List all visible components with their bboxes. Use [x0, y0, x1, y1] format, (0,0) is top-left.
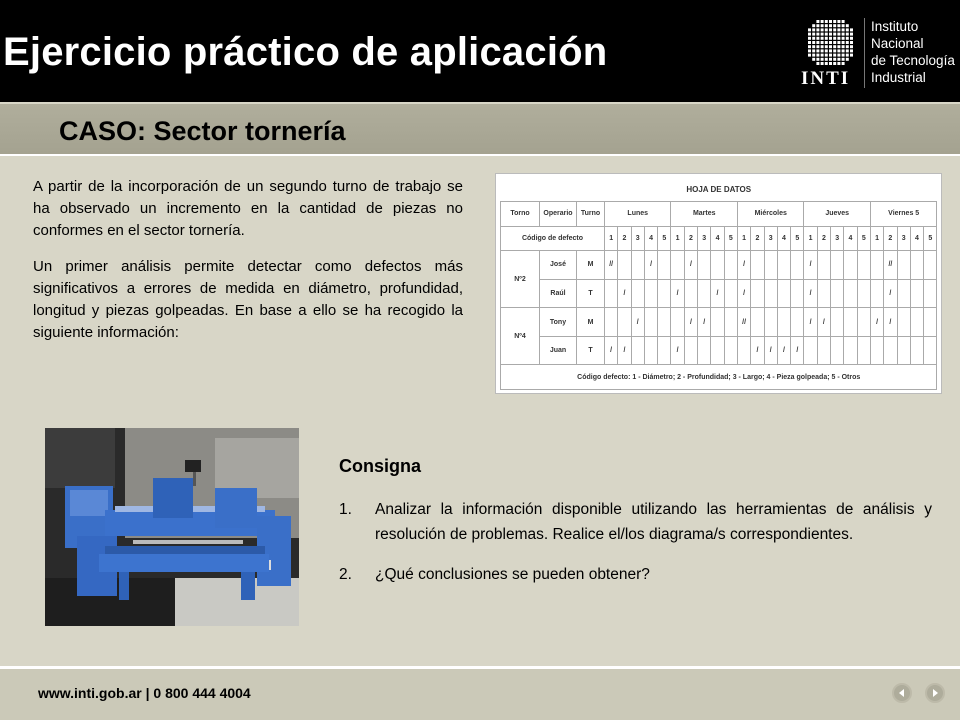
defect-code-cell: 4	[711, 226, 724, 251]
defect-code-cell: 3	[764, 226, 777, 251]
tally-cell	[764, 279, 777, 308]
tally-cell	[817, 336, 830, 365]
tally-cell: //	[737, 308, 750, 337]
tally-cell	[791, 279, 804, 308]
operario-cell: José	[540, 251, 577, 280]
tally-cell	[857, 336, 870, 365]
logo-text	[871, 18, 955, 86]
next-slide-button[interactable]	[925, 683, 945, 703]
defect-code-cell: 2	[618, 226, 631, 251]
tally-cell	[724, 308, 737, 337]
tally-cell	[698, 251, 711, 280]
task-item	[339, 498, 932, 547]
lathe-photo	[45, 428, 299, 626]
tally-cell	[698, 279, 711, 308]
defect-code-cell: 4	[777, 226, 790, 251]
tally-cell	[777, 308, 790, 337]
tally-cell	[844, 251, 857, 280]
defect-code-cell: 1	[870, 226, 883, 251]
task-number: 2.	[339, 566, 352, 583]
tally-cell	[658, 251, 671, 280]
tally-cell	[924, 279, 937, 308]
tally-cell: /	[884, 279, 897, 308]
tally-cell	[751, 279, 764, 308]
inti-logo-grid-icon	[805, 18, 857, 68]
defect-code-cell: 4	[910, 226, 923, 251]
tally-cell	[724, 251, 737, 280]
tally-cell	[658, 308, 671, 337]
footer-contact: www.inti.gob.ar | 0 800 444 4004	[38, 685, 251, 701]
tally-cell	[724, 336, 737, 365]
section-title: CASO: Sector tornería	[59, 116, 346, 146]
day-header: Jueves	[804, 202, 870, 227]
codes-label: Código de defecto	[501, 226, 605, 251]
tally-cell	[658, 336, 671, 365]
defect-code-cell: 5	[791, 226, 804, 251]
tally-cell: /	[671, 279, 684, 308]
tally-cell	[698, 336, 711, 365]
logo-acronym: INTI	[801, 68, 851, 89]
tally-cell	[870, 279, 883, 308]
page-title: Ejercicio práctico de aplicación	[3, 30, 608, 74]
tally-cell: /	[684, 251, 697, 280]
tally-cell	[844, 336, 857, 365]
arrow-right-icon	[930, 688, 940, 698]
tally-cell	[804, 336, 817, 365]
operario-cell: Juan	[540, 336, 577, 365]
data-sheet-table	[500, 177, 937, 390]
tally-cell	[831, 251, 844, 280]
tally-cell	[737, 336, 750, 365]
tally-cell: /	[737, 251, 750, 280]
task-text: ¿Qué conclusiones se pueden obtener?	[375, 566, 650, 583]
tally-cell	[644, 308, 657, 337]
tally-cell	[817, 251, 830, 280]
tally-cell	[605, 308, 618, 337]
defect-code-cell: 4	[844, 226, 857, 251]
tally-cell	[910, 308, 923, 337]
header-bar	[0, 0, 960, 102]
previous-slide-button[interactable]	[892, 683, 912, 703]
tally-cell	[631, 336, 644, 365]
tally-cell	[910, 251, 923, 280]
tally-cell	[831, 279, 844, 308]
column-header: Turno	[577, 202, 605, 227]
defect-code-cell: 1	[737, 226, 750, 251]
day-header: Viernes 5	[870, 202, 936, 227]
defect-code-cell: 2	[751, 226, 764, 251]
tally-cell: /	[618, 336, 631, 365]
torno-cell: Nº4	[501, 308, 540, 365]
tally-cell	[631, 279, 644, 308]
tally-cell	[844, 279, 857, 308]
tally-cell	[791, 308, 804, 337]
defect-code-cell: 3	[631, 226, 644, 251]
logo-line: Instituto	[871, 19, 919, 34]
tally-cell	[764, 251, 777, 280]
tally-cell	[658, 279, 671, 308]
tally-cell: /	[631, 308, 644, 337]
tally-cell: /	[605, 336, 618, 365]
logo-divider	[864, 18, 865, 88]
tally-cell	[751, 308, 764, 337]
tally-cell	[777, 279, 790, 308]
intro-paragraph: Un primer análisis permite detectar como defectos más significativos a errores de medida en diámetro, profundidad, longitud y piezas golpeadas. En base a ello se ha recogido la siguiente información:	[33, 258, 463, 341]
tally-cell	[724, 279, 737, 308]
tally-cell	[857, 279, 870, 308]
tally-cell	[924, 336, 937, 365]
logo-line: de Tecnología	[871, 53, 955, 68]
torno-cell: Nº2	[501, 251, 540, 308]
tally-cell	[711, 336, 724, 365]
tally-cell	[618, 251, 631, 280]
tally-cell	[897, 308, 910, 337]
operario-cell: Raúl	[540, 279, 577, 308]
turno-cell: T	[577, 336, 605, 365]
tally-cell: /	[804, 279, 817, 308]
tally-cell	[751, 251, 764, 280]
tally-cell	[910, 336, 923, 365]
task-item	[339, 563, 932, 588]
task-text: Analizar la información disponible utilizando las herramientas de análisis y resolución de problemas. Realice el/los diagrama/s correspondientes.	[375, 501, 932, 543]
tally-cell	[711, 308, 724, 337]
column-header: Operario	[540, 202, 577, 227]
tally-cell: //	[605, 251, 618, 280]
logo-line: Nacional	[871, 36, 924, 51]
day-header: Lunes	[605, 202, 671, 227]
defect-code-cell: 3	[831, 226, 844, 251]
defect-code-cell: 2	[884, 226, 897, 251]
tally-cell: /	[644, 251, 657, 280]
tally-cell: /	[870, 308, 883, 337]
tally-cell	[644, 279, 657, 308]
tally-cell: /	[684, 308, 697, 337]
defect-code-cell: 1	[804, 226, 817, 251]
tally-cell	[844, 308, 857, 337]
intro-text	[33, 176, 463, 358]
task-number: 1.	[339, 501, 352, 518]
tally-cell: /	[791, 336, 804, 365]
defect-code-cell: 2	[684, 226, 697, 251]
tally-cell	[711, 251, 724, 280]
defect-code-cell: 5	[658, 226, 671, 251]
tally-cell: /	[711, 279, 724, 308]
data-sheet-title: HOJA DE DATOS	[686, 184, 752, 194]
footer-bar	[0, 669, 960, 720]
logo-line: Industrial	[871, 70, 926, 85]
day-header: Martes	[671, 202, 737, 227]
tally-cell	[791, 251, 804, 280]
tally-cell	[684, 336, 697, 365]
defect-code-cell: 1	[605, 226, 618, 251]
tally-cell: /	[817, 308, 830, 337]
tally-cell	[618, 308, 631, 337]
tally-cell	[764, 308, 777, 337]
tally-cell	[831, 308, 844, 337]
tally-cell	[897, 279, 910, 308]
tally-cell	[671, 251, 684, 280]
tally-cell	[870, 251, 883, 280]
tally-cell	[831, 336, 844, 365]
tally-cell: /	[618, 279, 631, 308]
tally-cell: /	[777, 336, 790, 365]
tally-cell	[870, 336, 883, 365]
defect-code-cell: 4	[644, 226, 657, 251]
defect-code-cell: 5	[924, 226, 937, 251]
subtitle-band	[0, 104, 960, 156]
tally-cell	[924, 251, 937, 280]
tally-cell	[910, 279, 923, 308]
intro-paragraph: A partir de la incorporación de un segundo turno de trabajo se ha observado un incremento en la cantidad de piezas no conformes en el sector tornería.	[33, 178, 463, 239]
tally-cell: /	[884, 308, 897, 337]
tally-cell	[684, 279, 697, 308]
task-list	[339, 498, 932, 604]
tally-cell	[857, 308, 870, 337]
turno-cell: M	[577, 308, 605, 337]
tally-cell	[671, 308, 684, 337]
arrow-left-icon	[897, 688, 907, 698]
defect-code-cell: 3	[897, 226, 910, 251]
turno-cell: M	[577, 251, 605, 280]
tally-cell: /	[804, 308, 817, 337]
data-sheet-image	[495, 173, 942, 394]
defect-code-cell: 5	[724, 226, 737, 251]
tally-cell: /	[698, 308, 711, 337]
tally-cell	[777, 251, 790, 280]
column-header: Torno	[501, 202, 540, 227]
tally-cell	[897, 336, 910, 365]
defect-legend: Código defecto: 1 - Diámetro; 2 - Profundidad; 3 - Largo; 4 - Pieza golpeada; 5 - Otros	[501, 365, 937, 390]
day-header: Miércoles	[737, 202, 803, 227]
tally-cell	[817, 279, 830, 308]
tally-cell	[644, 336, 657, 365]
turno-cell: T	[577, 279, 605, 308]
defect-code-cell: 2	[817, 226, 830, 251]
defect-code-cell: 3	[698, 226, 711, 251]
tally-cell	[857, 251, 870, 280]
operario-cell: Tony	[540, 308, 577, 337]
tally-cell	[631, 251, 644, 280]
tally-cell: /	[764, 336, 777, 365]
tally-cell	[605, 279, 618, 308]
tally-cell: /	[804, 251, 817, 280]
tally-cell	[924, 308, 937, 337]
tally-cell	[897, 251, 910, 280]
consigna-title: Consigna	[339, 456, 422, 476]
defect-code-cell: 5	[857, 226, 870, 251]
tally-cell	[884, 336, 897, 365]
defect-code-cell: 1	[671, 226, 684, 251]
tally-cell: //	[884, 251, 897, 280]
tally-cell: /	[737, 279, 750, 308]
tally-cell: /	[751, 336, 764, 365]
tally-cell: /	[671, 336, 684, 365]
lathe-illustration	[45, 428, 299, 626]
